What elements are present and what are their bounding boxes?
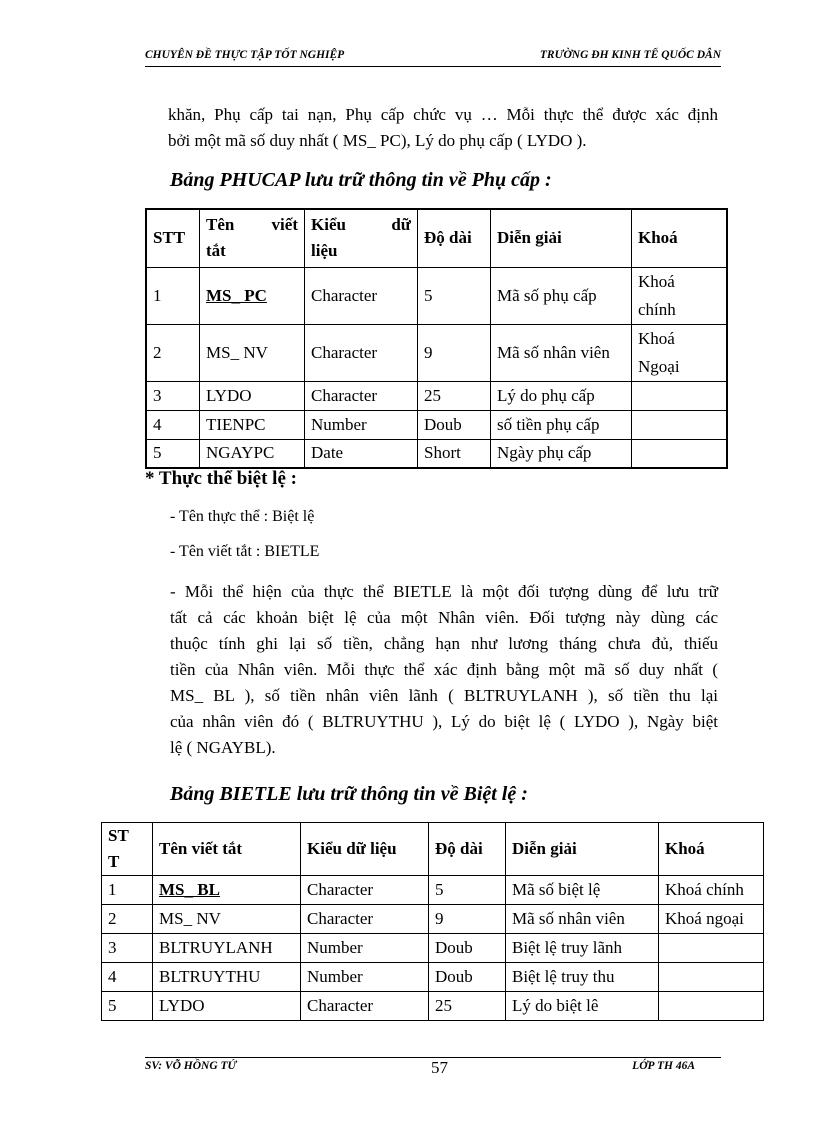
cell: Character xyxy=(301,876,429,905)
header-cell-dodai: Độ dài xyxy=(418,209,491,267)
cell: Date xyxy=(305,439,418,468)
header-cell-khoa: Khoá xyxy=(632,209,728,267)
para-line: MS_ BL ), số tiền nhân viên lãnh ( BLTRUYLANH ), số tiền thu lại xyxy=(170,686,718,705)
table-row xyxy=(102,905,764,934)
header-right-text: TRƯỜNG ĐH KINH TẾ QUỐC DÂN xyxy=(539,49,721,61)
para-line: của nhân viên đó ( BLTRUYTHU ), Lý do biệt lệ ( LYDO ), Ngày biệt xyxy=(170,712,718,731)
page-number: 57 xyxy=(431,1058,448,1077)
table-header-row xyxy=(102,823,764,876)
bietle-item-name: - Tên thực thể : Biệt lệ xyxy=(170,508,315,525)
cell: Doub xyxy=(429,934,506,963)
table-row xyxy=(146,381,727,410)
cell: 9 xyxy=(429,905,506,934)
header-text: Tên viết xyxy=(206,215,298,235)
cell: 4 xyxy=(146,410,200,439)
cell: MS_ BL xyxy=(153,876,301,905)
header-cell-kieu: Kiểu dữ liệu xyxy=(301,823,429,876)
table-row xyxy=(146,410,727,439)
cell: LYDO xyxy=(200,381,305,410)
cell: Short xyxy=(418,439,491,468)
cell-text: Khoá xyxy=(638,271,675,291)
cell: Number xyxy=(301,934,429,963)
cell: 5 xyxy=(429,876,506,905)
cell: Character xyxy=(301,905,429,934)
intro-paragraph xyxy=(168,102,718,154)
cell: BLTRUYLANH xyxy=(153,934,301,963)
cell: Biệt lệ truy lãnh xyxy=(506,934,659,963)
cell: 25 xyxy=(418,381,491,410)
cell: MS_ NV xyxy=(200,324,305,381)
header-left-text: CHUYÊN ĐỀ THỰC TẬP TỐT NGHIỆP xyxy=(145,49,345,61)
cell: 5 xyxy=(146,439,200,468)
table-row xyxy=(102,876,764,905)
cell: Mã số phụ cấp xyxy=(491,267,632,324)
cell: Number xyxy=(305,410,418,439)
header-cell-kieu xyxy=(305,209,418,267)
bietle-table xyxy=(101,822,764,1021)
para-line: thuộc tính ghi lại số tiền, chẳng hạn như lương tháng chưa đủ, thiếu xyxy=(170,634,718,653)
cell: Character xyxy=(305,324,418,381)
cell: LYDO xyxy=(153,992,301,1021)
bietle-table-title: Bảng BIETLE lưu trữ thông tin về Biệt lệ : xyxy=(170,783,528,805)
table-row xyxy=(102,934,764,963)
header-text: tắt xyxy=(206,241,226,261)
para-line: tất cả các khoản biệt lệ của một Nhân viên. Đối tượng này dùng các xyxy=(170,608,718,627)
header-cell-ten: Tên viết tắt xyxy=(153,823,301,876)
cell: số tiền phụ cấp xyxy=(491,410,632,439)
cell: 4 xyxy=(102,963,153,992)
header-cell-diengiai: Diễn giải xyxy=(491,209,632,267)
intro-line: bởi một mã số duy nhất ( MS_ PC), Lý do phụ cấp ( LYDO ). xyxy=(168,131,587,150)
cell: Ngày phụ cấp xyxy=(491,439,632,468)
header-cell-khoa: Khoá xyxy=(659,823,764,876)
cell: Mã số nhân viên xyxy=(491,324,632,381)
bietle-section-title: * Thực thể biệt lệ : xyxy=(145,468,297,489)
cell xyxy=(632,439,728,468)
cell xyxy=(659,934,764,963)
table-row xyxy=(146,439,727,468)
cell: Khoá ngoại xyxy=(659,905,764,934)
cell: NGAYPC xyxy=(200,439,305,468)
header-text: ST xyxy=(108,826,129,845)
cell-text: Khoá xyxy=(638,328,675,348)
cell: 3 xyxy=(146,381,200,410)
header-text: Kiểu dữ xyxy=(311,215,411,235)
cell: Lý do biệt lê xyxy=(506,992,659,1021)
header-cell-diengiai: Diễn giải xyxy=(506,823,659,876)
table-row xyxy=(146,324,727,381)
phucap-table xyxy=(145,208,728,469)
cell: MS_ NV xyxy=(153,905,301,934)
phucap-table-title: Bảng PHUCAP lưu trữ thông tin về Phụ cấp : xyxy=(170,169,552,191)
header-text: liệu xyxy=(311,241,338,261)
cell: 9 xyxy=(418,324,491,381)
cell: Mã số nhân viên xyxy=(506,905,659,934)
cell: 25 xyxy=(429,992,506,1021)
cell: Doub xyxy=(429,963,506,992)
cell: Doub xyxy=(418,410,491,439)
cell: 2 xyxy=(146,324,200,381)
cell: Character xyxy=(305,381,418,410)
cell: Character xyxy=(301,992,429,1021)
cell: BLTRUYTHU xyxy=(153,963,301,992)
table-header-row xyxy=(146,209,727,267)
cell: Number xyxy=(301,963,429,992)
header-cell-dodai: Độ dài xyxy=(429,823,506,876)
footer-student: SV: VÕ HỒNG TỨ xyxy=(145,1060,237,1072)
cell xyxy=(659,963,764,992)
cell: 1 xyxy=(146,267,200,324)
cell-text: Ngoại xyxy=(638,356,680,376)
page-header xyxy=(145,48,721,67)
cell: TIENPC xyxy=(200,410,305,439)
para-line: - Mỗi thể hiện của thực thể BIETLE là một đối tượng dùng để lưu trữ xyxy=(170,582,718,601)
table-row xyxy=(102,992,764,1021)
cell: 5 xyxy=(418,267,491,324)
bietle-item-abbrev: - Tên viết tắt : BIETLE xyxy=(170,543,320,560)
header-cell-stt xyxy=(102,823,153,876)
table-row xyxy=(146,267,727,324)
cell: Lý do phụ cấp xyxy=(491,381,632,410)
footer-class: LỚP TH 46A xyxy=(632,1060,695,1072)
cell: Biệt lệ truy thu xyxy=(506,963,659,992)
cell: 2 xyxy=(102,905,153,934)
cell: 3 xyxy=(102,934,153,963)
cell xyxy=(632,324,728,381)
cell xyxy=(632,381,728,410)
header-cell-ten xyxy=(200,209,305,267)
cell: MS_ PC xyxy=(200,267,305,324)
intro-line: khăn, Phụ cấp tai nạn, Phụ cấp chức vụ … Mỗi thực thể được xác định xyxy=(168,105,718,124)
table-row xyxy=(102,963,764,992)
header-cell-stt: STT xyxy=(146,209,200,267)
cell: Mã số biệt lệ xyxy=(506,876,659,905)
page-footer xyxy=(145,1057,721,1080)
cell: Character xyxy=(305,267,418,324)
header-text: T xyxy=(108,852,120,871)
bietle-paragraph xyxy=(170,579,718,761)
cell: 1 xyxy=(102,876,153,905)
para-line: lệ ( NGAYBL). xyxy=(170,738,276,757)
cell xyxy=(659,992,764,1021)
cell-text: chính xyxy=(638,299,676,319)
cell: 5 xyxy=(102,992,153,1021)
cell xyxy=(632,410,728,439)
cell: Khoá chính xyxy=(659,876,764,905)
para-line: tiền của Nhân viên. Mỗi thực thể xác định bằng một mã số duy nhất ( xyxy=(170,660,718,679)
cell xyxy=(632,267,728,324)
